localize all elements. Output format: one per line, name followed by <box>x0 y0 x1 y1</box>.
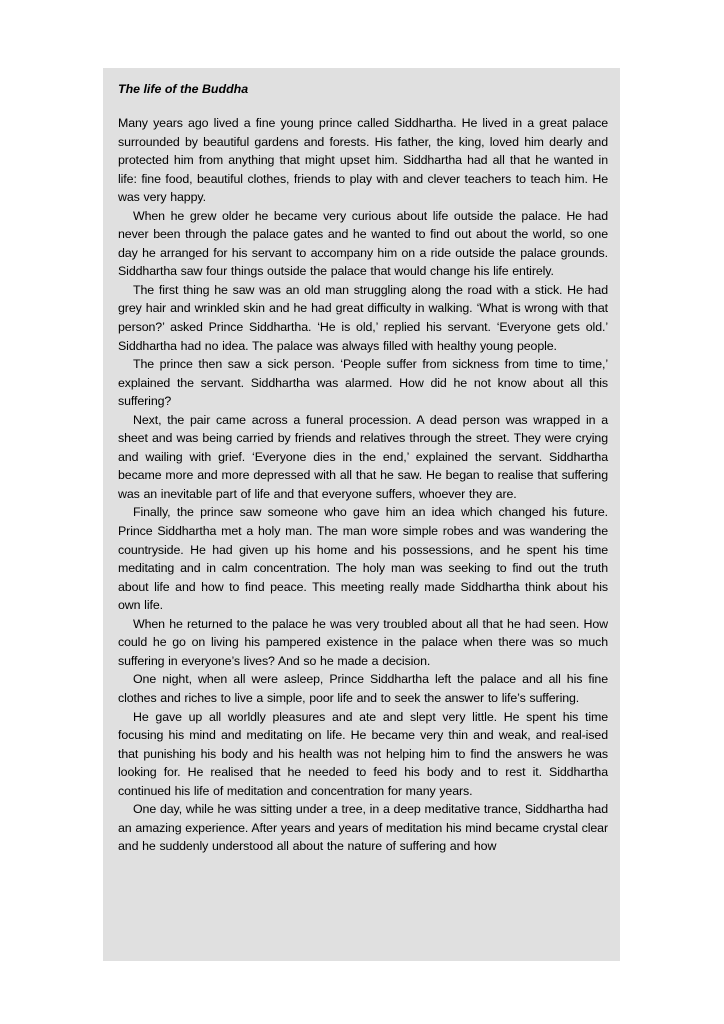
document-title: The life of the Buddha <box>118 82 249 96</box>
paragraph-1: Many years ago lived a fine young prince called Siddhartha. He lived in a great palace surrounded by beautiful gardens and forests. His father, the king, loved him dearly and protected him from anything that might upset him. Siddhartha had all that he wanted in life: fine food, beautiful clothes, friends to play with and clever teachers to teach him. He was very happy. <box>118 116 608 205</box>
paragraph-3: The first thing he saw was an old man struggling along the road with a stick. He had grey hair and wrinkled skin and he had great difficulty in walking. ‘What is wrong with that person?’ asked Prince Siddhartha. ‘He is old,’ replied his servant. ‘Everyone gets old.’ Siddhartha had no idea. The palace was always filled with healthy young people. <box>118 282 608 353</box>
paragraph-6: Finally, the prince saw someone who gave him an idea which changed his future. Prince Siddhartha met a holy man. The man wore simple robes and was wandering the countryside. He had given up his home and his possessions, and he spent his time meditating and in calm concentration. The holy man was seeking to find out the truth about life and how to find peace. This meeting really made Siddhartha think about his own life. <box>118 505 608 613</box>
paragraph-4: The prince then saw a sick person. ‘People suffer from sickness from time to time,’ explained the servant. Siddhartha was alarmed. How did he not know about all this suffering? <box>118 357 608 409</box>
paragraph-7: When he returned to the palace he was very troubled about all that he had seen. How could he go on living his pampered existence in the palace when there was so much suffering in everyone’s lives? And so he made a decision. <box>118 616 608 668</box>
paragraph-2: When he grew older he became very curious about life outside the palace. He had never been through the palace gates and he wanted to find out about the world, so one day he arranged for his servant to accompany him on a ride outside the palace grounds. Siddhartha saw four things outside the palace that would change his life entirely. <box>118 208 608 279</box>
paragraph-9: He gave up all worldly pleasures and ate and slept very little. He spent his time focusing his mind and meditating on life. He became very thin and weak, and real-ised that punishing his body and his health was not helping him to find the answers he was looking for. He realised that he needed to feed his body and to rest it. Siddhartha continued his life of meditation and concentration for many years. <box>118 709 608 798</box>
text-panel <box>103 68 620 961</box>
paragraph-5: Next, the pair came across a funeral procession. A dead person was wrapped in a sheet and was being carried by friends and relatives through the street. They were crying and wailing with grief. ‘Everyone dies in the end,’ explained the servant. Siddhartha became more and more depressed with all that he saw. He began to realise that suffering was an inevitable part of life and that everyone suffers, whoever they are. <box>118 412 608 501</box>
paragraph-8: One night, when all were asleep, Prince Siddhartha left the palace and all his fine clothes and riches to live a simple, poor life and to seek the answer to life’s suffering. <box>118 672 608 705</box>
paragraph-10: One day, while he was sitting under a tree, in a deep meditative trance, Siddhartha had an amazing experience. After years and years of meditation his mind became crystal clear and he suddenly understood all about the nature of suffering and how <box>118 802 608 854</box>
